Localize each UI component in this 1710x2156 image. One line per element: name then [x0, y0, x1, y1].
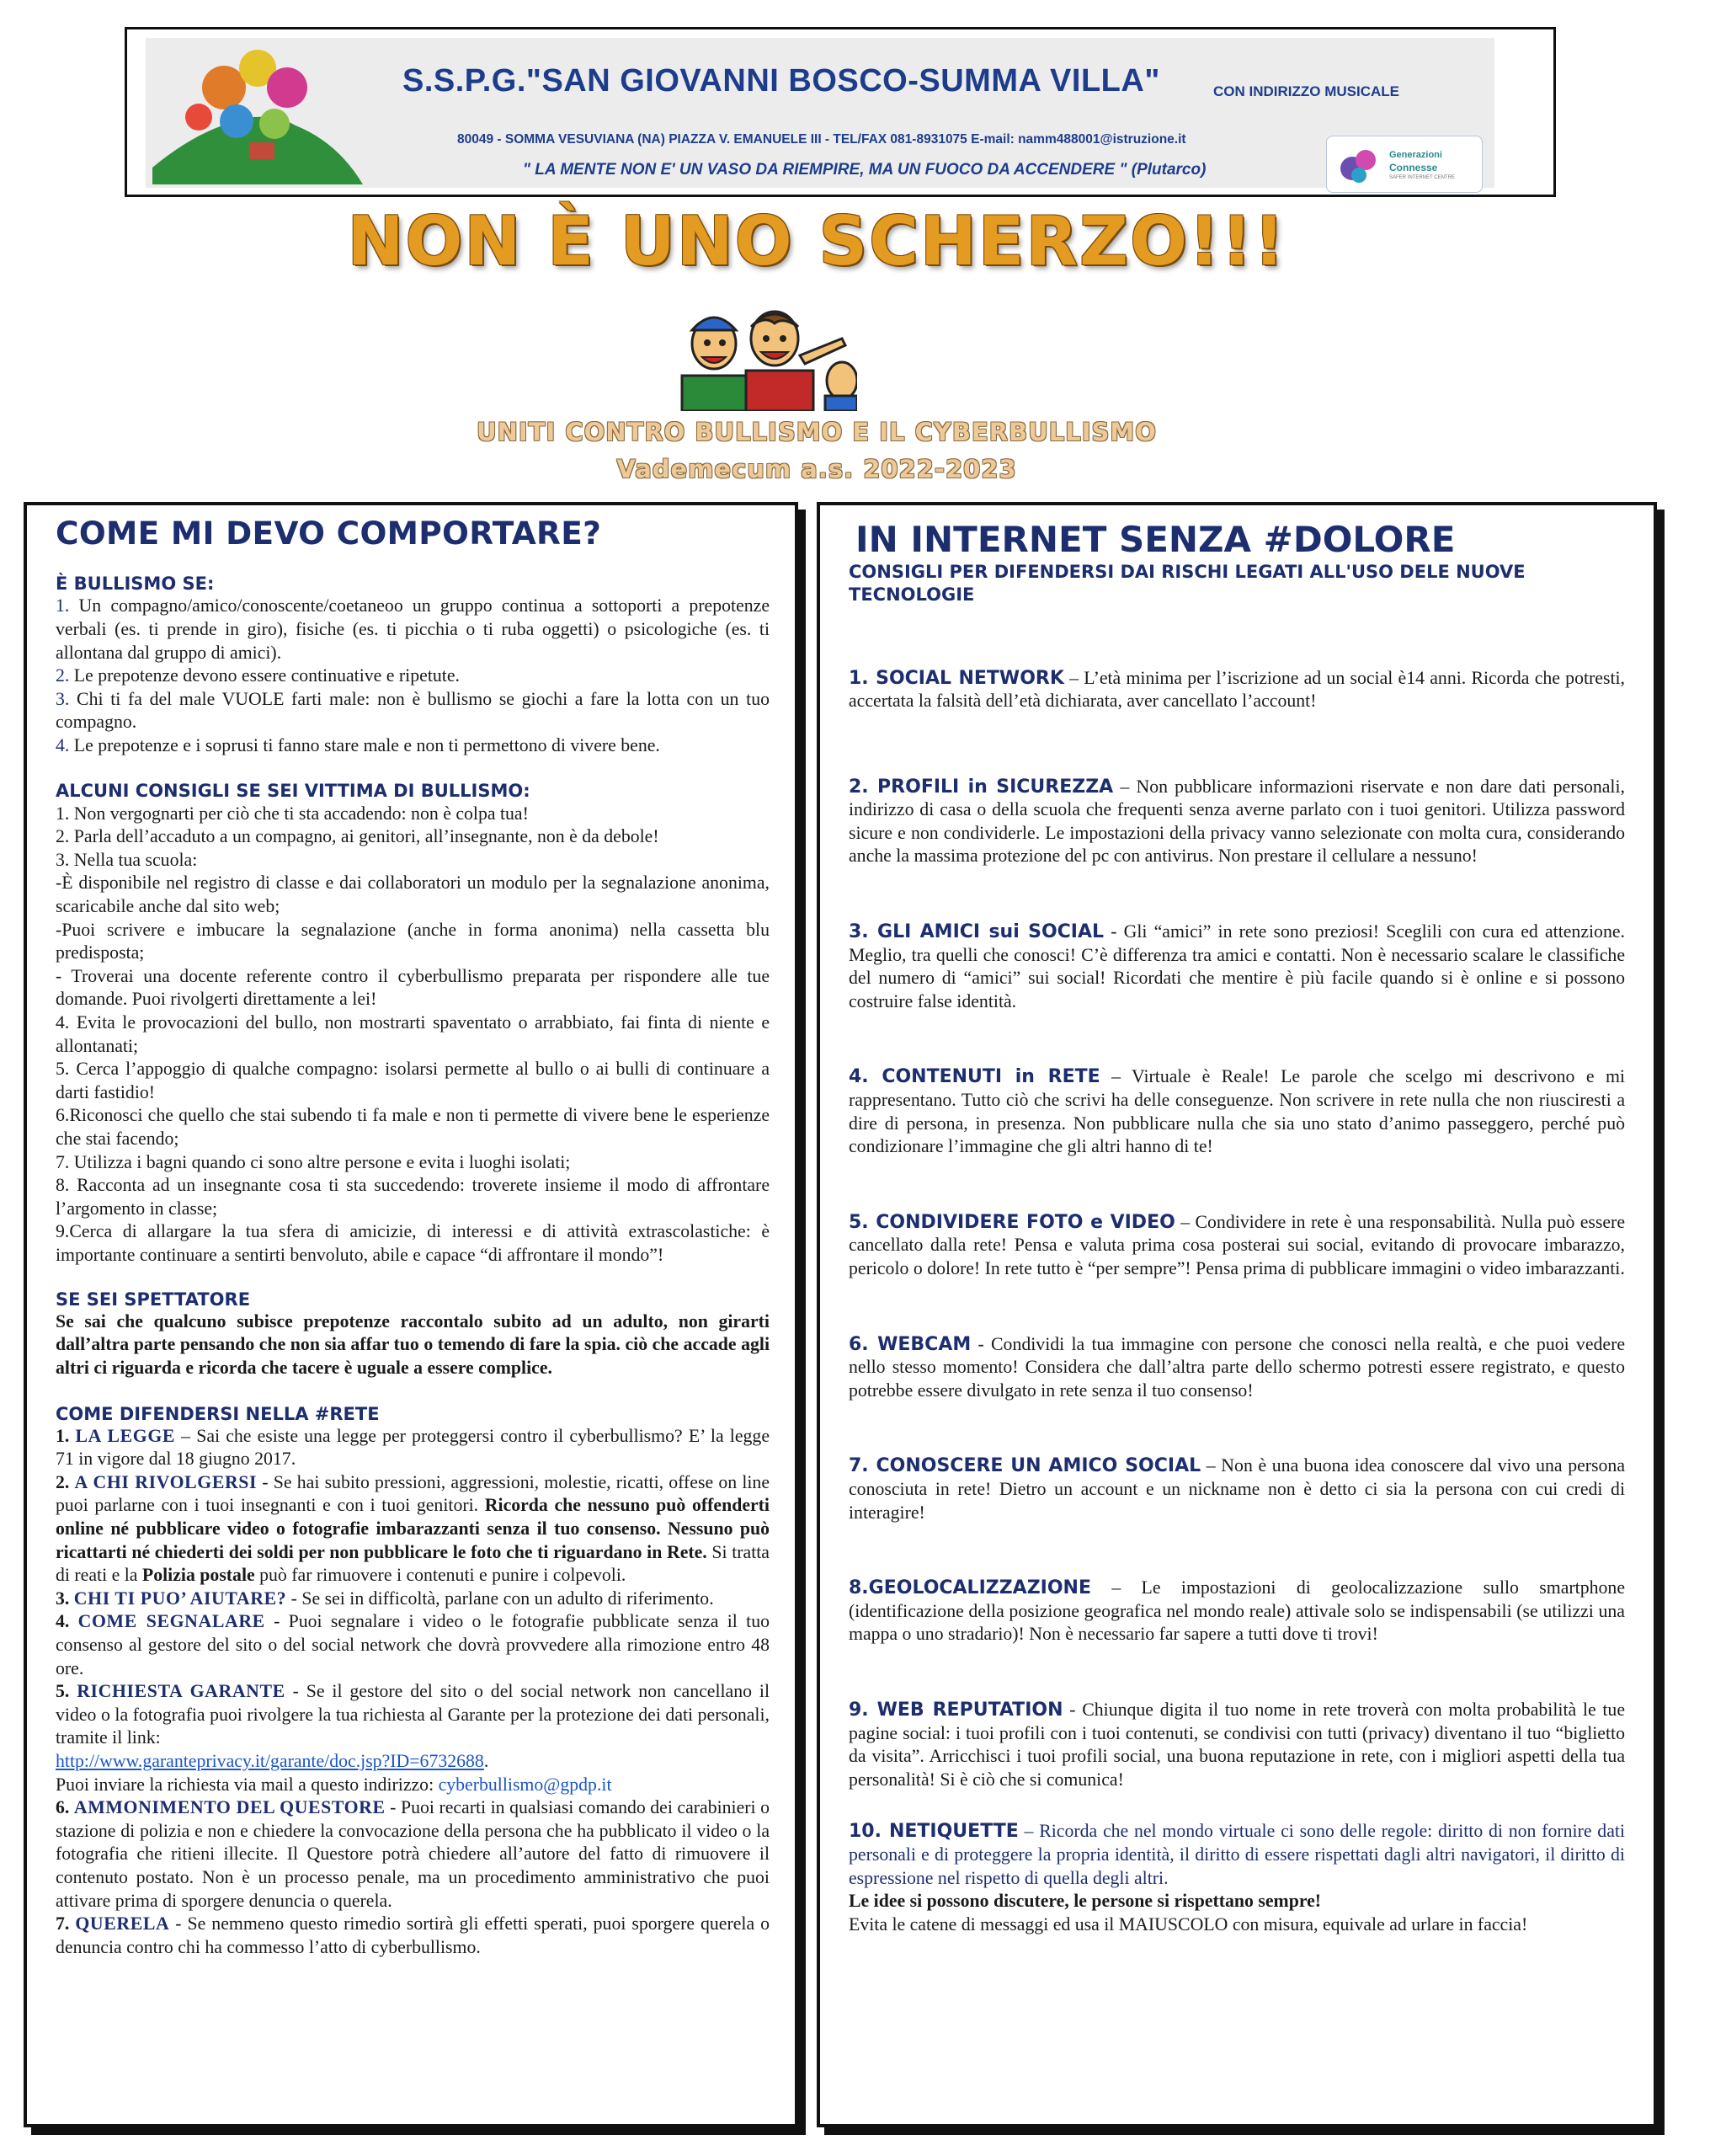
tip-condividere-foto: 5. CONDIVIDERE FOTO e VIDEO – Condividere in rete è una responsabilità. Nulla può essere cancellato dalla rete! Pensa e valuta prima cosa posterai sui social, evitando di provocare imbarazzo, pericolo o dolore! In rete tutto è “per sempre”! Pensa prima di pubblicare immagini o video imbarazzanti. — [849, 1211, 1625, 1278]
difendersi-list — [56, 1425, 770, 1960]
tip-webcam: 6. WEBCAM - Condividi la tua immagine con persone che conosci nella realtà, e che puoi vedere nello stesso momento! Considera che dall’altra parte dello schermo potresti essere registrato, e questo potrebbe essere divulgato in rete senza il tuo consenso! — [849, 1333, 1626, 1401]
list-item: 7. Utilizza i bagni quando ci sono altre persone e evita i luoghi isolati; — [56, 1151, 571, 1172]
page-subtitle: UNITI CONTRO BULLISMO E IL CYBERBULLISMO — [477, 418, 1157, 446]
left-column — [24, 502, 798, 2127]
tip-profili-sicurezza: 2. PROFILI in SICUREZZA – Non pubblicare informazioni riservate e non dare dati personali, indirizzo di casa o della scuola che frequenti senza averne parlato con i tuoi genitori. Utilizza password sicure e non condividerle. Le impostazioni della privacy vanno selezionate con molta cura, considerando anche la massima protezione del pc con antivirus. Non prestare il cellulare a nessuno! — [849, 776, 1625, 867]
badge-caption: SAFER INTERNET CENTRE — [1389, 175, 1455, 180]
list-item: - Troverai una docente referente contro il cyberbullismo preparata per rispondere alle tue domande. Puoi rivolgerti direttamente a lei! — [56, 965, 770, 1010]
tip-social-network: 1. SOCIAL NETWORK – L’età minima per l’iscrizione ad un social è14 anni. Ricorda che potresti, accertata la falsità dell’età dichiarata, aver cancellato l’account! — [849, 667, 1626, 712]
list-item: -È disponibile nel registro di classe e dai collaboratori un modulo per la segnalazione anonima, scaricabile anche dal sito web; — [56, 873, 770, 917]
list-item: 2. A CHI RIVOLGERSI - Se hai subito pressioni, aggressioni, molestie, ricatti, offese on line puoi parlarne con i tuoi insegnanti e con i tuoi genitori. Ricorda che nessuno può offenderti online né pubblicare video o fotografie imbarazzanti senza il tuo consenso. Nessuno può ricattarti né chiederti dei soldi per non pubblicare le foto che ti riguardano in Rete. Si tratta di reati e la Polizia postale può far rimuovere i contenuti e punire i colpevoli. — [56, 1471, 770, 1586]
list-item: 5. Cerca l’appoggio di qualche compagno: isolarsi permette al bullo o ai bulli di continuare a darti fastidio! — [56, 1059, 770, 1102]
header-banner — [146, 38, 1494, 188]
left-heading: COME MI DEVO COMPORTARE? — [56, 515, 602, 552]
list-item: 9.Cerca di allargare la tua sfera di amicizie, di interessi e di attività extrascolastiche: è importante continuare a sentirti benvoluto, abile e capace “di affrontare il mondo”! — [56, 1221, 770, 1265]
list-item: -Puoi scrivere e imbucare la segnalazione (anche in forma anonima) nella cassetta blu predisposta; — [56, 919, 770, 963]
netiquette-motto: Le idee si possono discutere, le persone si rispettano sempre! — [849, 1891, 1322, 1912]
bullismo-heading: È BULLISMO SE: — [56, 574, 215, 595]
list-item: 2. Le prepotenze devono essere continuative e ripetute. — [56, 665, 460, 686]
list-item: 4. COME SEGNALARE - Puoi segnalare i video o le fotografie pubblicate senza il tuo consenso al gestore del sito o del social network che dovrà provvedere alla rimozione entro 48 ore. — [56, 1611, 770, 1678]
difendersi-heading: COME DIFENDERSI NELLA #RETE — [56, 1403, 380, 1424]
page-title: NON È UNO SCHERZO!!! — [347, 202, 1286, 280]
generazioni-connesse-badge — [1326, 136, 1483, 193]
garante-email-link[interactable]: cyberbullismo@gpdp.it — [438, 1774, 612, 1795]
list-item: 6. AMMONIMENTO DEL QUESTORE - Puoi recarti in qualsiasi comando dei carabinieri o stazione di polizia e non e chiedere la convocazione della persona che ha pubblicato il video o la fotografia che ritieni illecite. Il Questore potrà chiedere all’autore del fatto di rimuovere il contenuto postato. Non è un processo penale, ma un procedimento amministrativo che puoi attivare prima di sporgere denuncia o querela. — [56, 1797, 770, 1911]
spettatore-heading: SE SEI SPETTATORE — [56, 1289, 251, 1310]
page-subtitle-year: Vademecum a.s. 2022-2023 — [616, 455, 1017, 483]
netiquette-advice: Evita le catene di messaggi ed usa il MAIUSCOLO con misura, equivale ad urlare in faccia! — [849, 1913, 1528, 1935]
list-item: 3. CHI TI PUO’ AIUTARE? - Se sei in difficoltà, parlane con un adulto di riferimento. — [56, 1588, 714, 1609]
list-item: 1. LA LEGGE – Sai che esiste una legge per proteggersi contro il cyberbullismo? E’ la legge 71 in vigore dal 18 giugno 2017. — [56, 1425, 770, 1470]
tip-netiquette: 10. NETIQUETTE – Ricorda che nel mondo virtuale ci sono delle regole: diritto di non fornire dati personali e di proteggere la propria identità, il diritto di essere rispettati dagli altri navigatori, il diritto di espressione nel rispetto di quella degli altri. Le idee si possono discutere, le persone si rispettano sempre! Evita le catene di messaggi ed usa il MAIUSCOLO con misura, equivale ad urlare in faccia! — [849, 1820, 1625, 1936]
bullismo-list — [56, 595, 770, 757]
kids-pointing-cartoon-icon — [674, 305, 857, 411]
list-item: 5. RICHIESTA GARANTE - Se il gestore del sito o del social network non cancellano il video o la fotografia puoi rivolgere la tua richiesta al Garante per la protezione dei dati personali, tramite il link: — [56, 1681, 770, 1748]
generazioni-connesse-logo-icon — [1335, 143, 1382, 185]
list-item: 2. Parla dell’accaduto a un compagno, ai genitori, all’insegnante, non è da debole! — [56, 826, 659, 847]
tip-contenuti-rete: 4. CONTENUTI in RETE – Virtuale è Reale! Le parole che scelgo mi descrivono e mi rappresentano. Tutto ciò che scrivi ha delle conseguenze. Non scrivere in rete nulla che non riusciresti a dire di persona, in presenza. Non pubblicare nulla che sia uno stato d’animo passeggero, perché può condizionare l’immagine che gli altri hanno di te! — [849, 1066, 1625, 1157]
right-column — [817, 502, 1657, 2127]
list-item: 4. Le prepotenze e i soprusi ti fanno stare male e non ti permettono di vivere bene. — [56, 734, 660, 755]
vittima-list — [56, 803, 770, 1267]
list-item: 1. Non vergognarti per ciò che ti sta accadendo: non è colpa tua! — [56, 803, 529, 824]
right-subheading: CONSIGLI PER DIFENDERSI DAI RISCHI LEGATI ALL'USO DELE NUOVE TECNOLOGIE — [849, 562, 1526, 605]
tip-amico-social: 7. CONOSCERE UN AMICO SOCIAL – Non è una buona idea conoscere dal vivo una persona conosciuta in rete! Dietro un account e un nickname non è detto ci sia la persona con cui credi di interagire! — [849, 1455, 1626, 1523]
list-item: 1. Un compagno/amico/conoscente/coetaneoo un gruppo continua a sottoporti a prepotenze verbali (es. ti prende in giro), fisiche (es. ti picchia o ti ruba oggetti) o psicologiche (es. ti allontana dal gruppo di amici). — [56, 595, 770, 663]
right-heading: IN INTERNET SENZA #DOLORE — [855, 519, 1456, 560]
list-item: http://www.garanteprivacy.it/garante/doc.jsp?ID=6732688. — [56, 1751, 489, 1771]
list-item: Puoi inviare la richiesta via mail a questo indirizzo: cyberbullismo@gpdp.it — [56, 1774, 612, 1795]
list-item: 3. Chi ti fa del male VUOLE farti male: non è bullismo se giochi a fare la lotta con un tuo compagno. — [56, 688, 770, 733]
tip-geolocalizzazione: 8.GEOLOCALIZZAZIONE – Le impostazioni di geolocalizzazione sullo smartphone (identificazione della posizione geografica nel mondo reale) attivale solo se indispensabili (se utilizzi una mappa o uno stradario)! Non è necessario far sapere a tutti dove ti trovi! — [849, 1577, 1625, 1645]
list-item: 6.Riconosci che quello che stai subendo ti fa male e non ti permette di vivere bene le esperienze che stai facendo; — [56, 1105, 770, 1149]
tip-web-reputation: 9. WEB REPUTATION - Chiunque digita il tuo nome in rete troverà con molta probabilità le tue pagine social: i tuoi profili con i tuoi contenuti, se condivisi con tutti (privacy) diventano il tuo “biglietto da visita”. Arricchisci i tuoi profili social, una buona reputazione in rete, con i migliori aspetti della tua personalità! Si è ciò che si comunica! — [849, 1699, 1625, 1790]
school-motto: " LA MENTE NON E' UN VASO DA RIEMPIRE, MA UN FUOCO DA ACCENDERE " (Plutarco) — [523, 161, 1207, 179]
list-item: 8. Racconta ad un insegnante cosa ti sta succedendo: troverete insieme il modo di affrontare l’argomento in classe; — [56, 1175, 770, 1219]
school-header — [125, 27, 1556, 197]
school-address: 80049 - SOMMA VESUVIANA (NA) PIAZZA V. EMANUELE III - TEL/FAX 081-8931075 E-mail: namm488001@istruzione.it — [457, 132, 1186, 147]
spettatore-text: Se sai che qualcuno subisce prepotenze raccontalo subito ad un adulto, non girarti dall’altra parte pensando che non sia affar tuo o temendo di fare la spia. ciò che accade agli altri ci riguarda e ricorda che tacere è uguale a essere complice. — [56, 1310, 770, 1378]
list-item: 7. QUERELA - Se nemmeno questo rimedio sortirà gli effetti sperati, puoi sporgere querela o denuncia contro chi ha commesso l’atto di cyberbullismo. — [56, 1913, 770, 1957]
badge-title-1: Generazioni — [1389, 150, 1442, 160]
vittima-heading: ALCUNI CONSIGLI SE SEI VITTIMA DI BULLISMO: — [56, 781, 530, 802]
tip-amici-social: 3. GLI AMICI sui SOCIAL - Gli “amici” in rete sono preziosi! Sceglili con cura ed attenzione. Meglio, tra quelli che conosci! C’è differenza tra amici e contatti. Non è necessario scalare le classifiche del numero di “amici” sui social! Ricordati che mentire è più facile quando si è online e si possono costruire false identità. — [849, 921, 1625, 1011]
list-item: 4. Evita le provocazioni del bullo, non mostrarti spaventato o arrabbiato, fai finta di niente e allontanati; — [56, 1012, 770, 1056]
list-item: 3. Nella tua scuola: — [56, 849, 198, 870]
school-logo-icon — [152, 41, 363, 184]
badge-title-2: Connesse — [1389, 162, 1438, 173]
garante-link[interactable]: http://www.garanteprivacy.it/garante/doc.jsp?ID=6732688 — [56, 1751, 484, 1771]
school-subtitle: CON INDIRIZZO MUSICALE — [1213, 83, 1399, 99]
school-name: S.S.P.G."SAN GIOVANNI BOSCO-SUMMA VILLA" — [402, 63, 1160, 99]
